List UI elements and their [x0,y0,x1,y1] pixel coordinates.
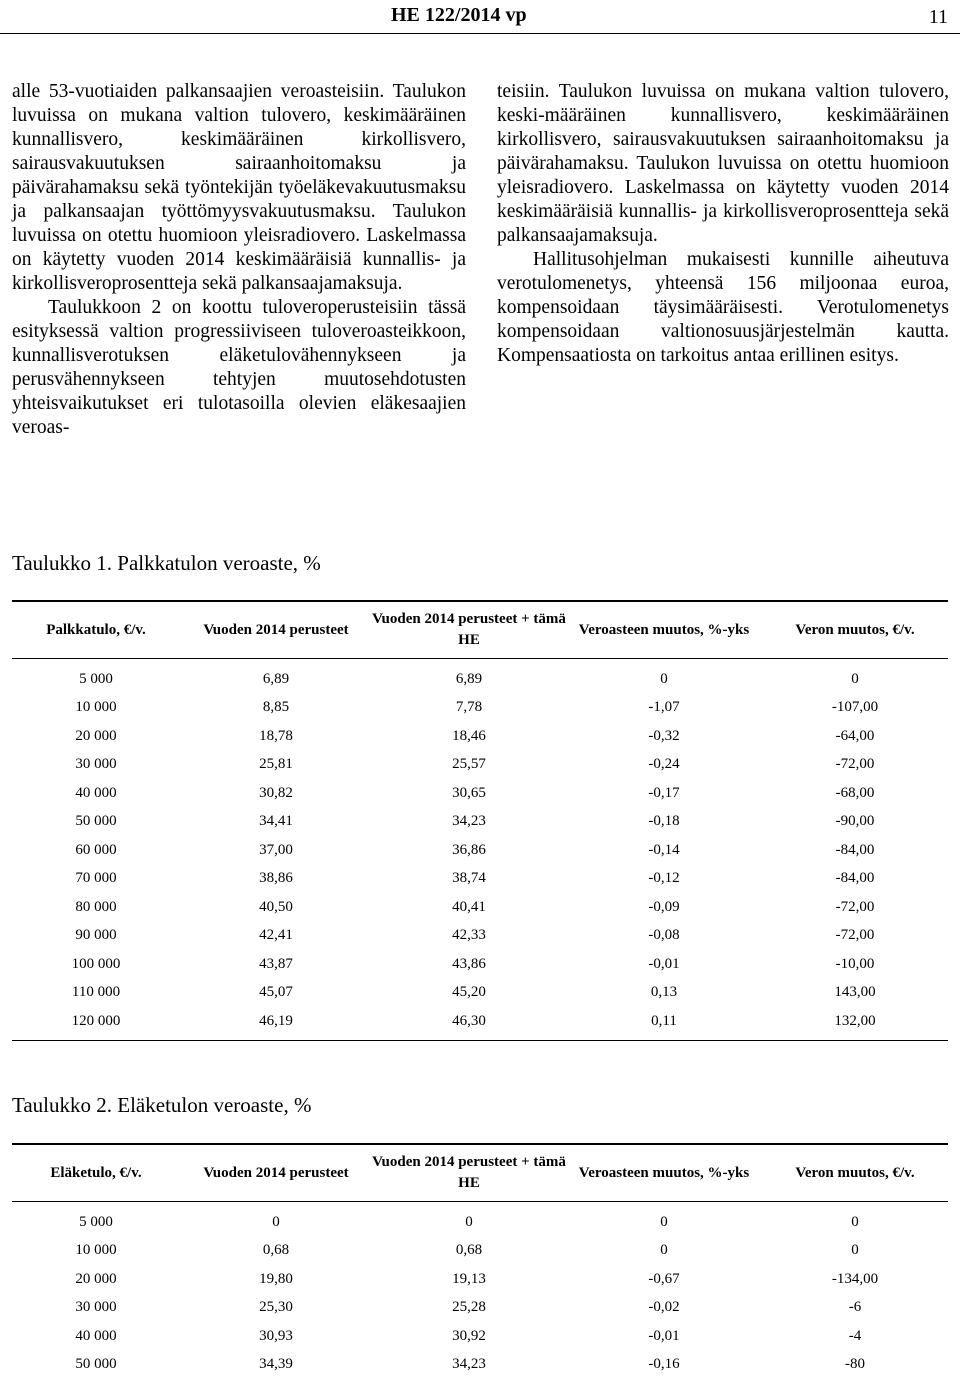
table-header-cell: Veroasteen muutos, %-yks [578,621,750,638]
table-cell: -0,24 [648,756,680,773]
header-rule [0,33,960,34]
table-cell: -134,00 [831,1270,879,1287]
table-row [12,808,948,837]
table-header-row [12,1145,948,1201]
table-cell: 46,30 [452,1012,486,1029]
table-cell: 60 000 [75,841,117,858]
table-header-cell: Vuoden 2014 perusteet [203,621,349,638]
table-cell: -4 [848,1327,862,1344]
table-cell: -84,00 [835,870,875,887]
table-cell: 42,33 [452,927,486,944]
table-row [12,665,948,694]
table1 [12,600,948,1041]
table-cell: -72,00 [835,756,875,773]
table-cell: -72,00 [835,927,875,944]
table-cell: 34,41 [259,813,293,830]
table-cell: 100 000 [71,955,121,972]
table-header-cell: Veron muutos, €/v. [795,621,915,638]
table-row [12,694,948,723]
table-cell: 0 [851,1242,859,1259]
table-cell: 30,92 [452,1327,486,1344]
table-cell: -6 [848,1299,862,1316]
table-cell: -10,00 [835,955,875,972]
table-cell: 40 000 [75,784,117,801]
table-row [12,779,948,808]
table-cell: 30,93 [259,1327,293,1344]
table-row [12,1322,948,1351]
table-cell: 30,82 [259,784,293,801]
table-header-row [12,602,948,658]
table-cell: 0,68 [262,1242,290,1259]
table-cell: -0,01 [648,955,680,972]
table-cell: 8,85 [262,699,290,716]
table-row [12,1208,948,1237]
table-cell: -64,00 [835,727,875,744]
table-header-cell: Veron muutos, €/v. [795,1164,915,1181]
table-header-cell: Vuoden 2014 perusteet [203,1164,349,1181]
table-cell: 19,13 [452,1270,486,1287]
table-cell: 0,11 [651,1012,677,1029]
table2 [12,1143,948,1379]
table-cell: 45,20 [452,984,486,1001]
table-cell: -0,02 [648,1299,680,1316]
table-cell: 70 000 [75,870,117,887]
table-cell: -0,09 [648,898,680,915]
table-cell: 0 [660,1242,668,1259]
table-row [12,950,948,979]
page-number: 11 [928,6,948,28]
table-cell: 34,23 [452,1356,486,1373]
table-cell: -0,01 [648,1327,680,1344]
table-cell: 0 [660,1213,668,1230]
table-header-cell: Veroasteen muutos, %-yks [578,1164,750,1181]
table-cell: 50 000 [75,1356,117,1373]
table-header-cell: Eläketulo, €/v. [50,1164,142,1181]
table-cell: -68,00 [835,784,875,801]
table-cell: 36,86 [452,841,486,858]
table-cell: 43,86 [452,955,486,972]
table-header-cell: Palkkatulo, €/v. [46,621,146,638]
table-cell: -0,14 [648,841,680,858]
table-cell: 40 000 [75,1327,117,1344]
table-cell: 10 000 [75,699,117,716]
table-cell: 80 000 [75,898,117,915]
table-cell: -0,08 [648,927,680,944]
table-cell: 0 [660,670,668,687]
table-row [12,922,948,951]
table-cell: 120 000 [71,1012,121,1029]
table-cell: 42,41 [259,927,293,944]
table-cell: 7,78 [455,699,483,716]
table-row [12,836,948,865]
table-cell: 19,80 [259,1270,293,1287]
table-cell: -90,00 [835,813,875,830]
table-cell: 6,89 [455,670,483,687]
table-cell: 20 000 [75,727,117,744]
table-cell: 38,86 [259,870,293,887]
table-row [12,1237,948,1266]
table1-caption: Taulukko 1. Palkkatulon veroaste, % [12,551,321,575]
table-cell: 0 [272,1213,280,1230]
page-header [0,0,960,34]
paragraph: Taulukkoon 2 on koottu tuloveroperusteisiin tässä esityksessä valtion progressiiviseen tuloveroasteikkoon, kunnallisverotuksen eläketulovähennykseen ja perusvähennykseen tehtyjen muutosehdotusten yhteisvaikutukset eri tulotasoilla olevien eläkesaajien veroas- [12,297,466,438]
table-cell: 10 000 [75,1242,117,1259]
table-cell: 143,00 [834,984,876,1001]
table-cell: 25,30 [259,1299,293,1316]
table-cell: -0,17 [648,784,680,801]
table-cell: 0,68 [455,1242,483,1259]
paragraph: teisiin. Taulukon luvuissa on mukana valtion tulovero, keski-määräinen kunnallisvero, keskimääräinen kirkollisvero, sairausvakuutuksen sairaanhoitomaksu ja päivärahamaksu. Taulukon luvuissa on otettu huomioon yleisradiovero. Laskelmassa on käytetty vuoden 2014 keskimääräisiä kunnallis- ja kirkollisveroprosentteja sekä palkansaajamaksuja. [497,81,949,246]
table-row [12,722,948,751]
table-cell: 30 000 [75,756,117,773]
table-cell: 34,39 [259,1356,293,1373]
document-id: HE 122/2014 vp [391,4,527,26]
table-bottom-rule [12,1040,948,1041]
table-cell: 110 000 [71,984,121,1001]
table-cell: -1,07 [648,699,680,716]
table-row [12,1007,948,1036]
table-cell: 6,89 [262,670,290,687]
table-row [12,1265,948,1294]
table-row [12,979,948,1008]
table-cell: 132,00 [834,1012,876,1029]
table-cell: -0,12 [648,870,680,887]
table-cell: 18,46 [452,727,486,744]
paragraph: alle 53-vuotiaiden palkansaajien veroasteisiin. Taulukon luvuissa on mukana valtion tulovero, keskimääräinen kunnallisvero, keskimääräinen kirkollisvero, sairausvakuutuksen sairaanhoitomaksu ja päivärahamaksu sekä työntekijän työeläkevakuutusmaksu ja palkansaajan työttömyysvakuutusmaksu. Taulukon luvuissa on otettu huomioon yleisradiovero. Laskelmassa on käytetty vuoden 2014 keskimääräisiä kunnallis- ja kirkollisveroprosentteja sekä palkansaajamaksuja. [12,81,466,294]
table-cell: 5 000 [79,670,113,687]
table-cell: 0,13 [650,984,678,1001]
table-cell: 25,57 [452,756,486,773]
table-cell: 34,23 [452,813,486,830]
table2-caption: Taulukko 2. Eläketulon veroaste, % [12,1093,312,1117]
table-cell: -0,32 [648,727,680,744]
table-cell: 25,81 [259,756,293,773]
table-cell: 45,07 [259,984,293,1001]
table-cell: -0,67 [648,1270,680,1287]
right-column [497,80,949,368]
table-cell: 30 000 [75,1299,117,1316]
table-cell: 18,78 [259,727,293,744]
table-cell: 40,41 [452,898,486,915]
table-header-cell: Vuoden 2014 perusteet + tämä HE [372,1154,566,1191]
table-cell: 43,87 [259,955,293,972]
paragraph: Hallitusohjelman mukaisesti kunnille aiheutuva verotulomenetys, yhteensä 156 miljoonaa euroa, kompensoidaan täysimääräisesti. Verotulomenetys kompensoidaan valtionosuusjärjestelmän kautta. Kompensaatiosta on tarkoitus antaa erillinen esitys. [497,249,949,366]
table-cell: 5 000 [79,1213,113,1230]
table-cell: -80 [845,1356,865,1373]
table-cell: 0 [465,1213,473,1230]
table-cell: 40,50 [259,898,293,915]
table-row [12,865,948,894]
table-cell: 30,65 [452,784,486,801]
table-cell: 25,28 [452,1299,486,1316]
table-cell: 50 000 [75,813,117,830]
table-row [12,1351,948,1379]
table-cell: 0 [851,1213,859,1230]
table-header-cell: Vuoden 2014 perusteet + tämä HE [372,611,566,648]
table-cell: 20 000 [75,1270,117,1287]
table-cell: 38,74 [452,870,486,887]
table-row [12,893,948,922]
table-cell: -0,18 [648,813,680,830]
table-cell: 37,00 [259,841,293,858]
table-cell: -84,00 [835,841,875,858]
table-cell: -72,00 [835,898,875,915]
table-row [12,751,948,780]
table-cell: 90 000 [75,927,117,944]
table-row [12,1294,948,1323]
table-cell: -107,00 [831,699,879,716]
left-column [12,80,466,440]
table-cell: -0,16 [648,1356,680,1373]
table-cell: 0 [851,670,859,687]
table-cell: 46,19 [259,1012,293,1029]
